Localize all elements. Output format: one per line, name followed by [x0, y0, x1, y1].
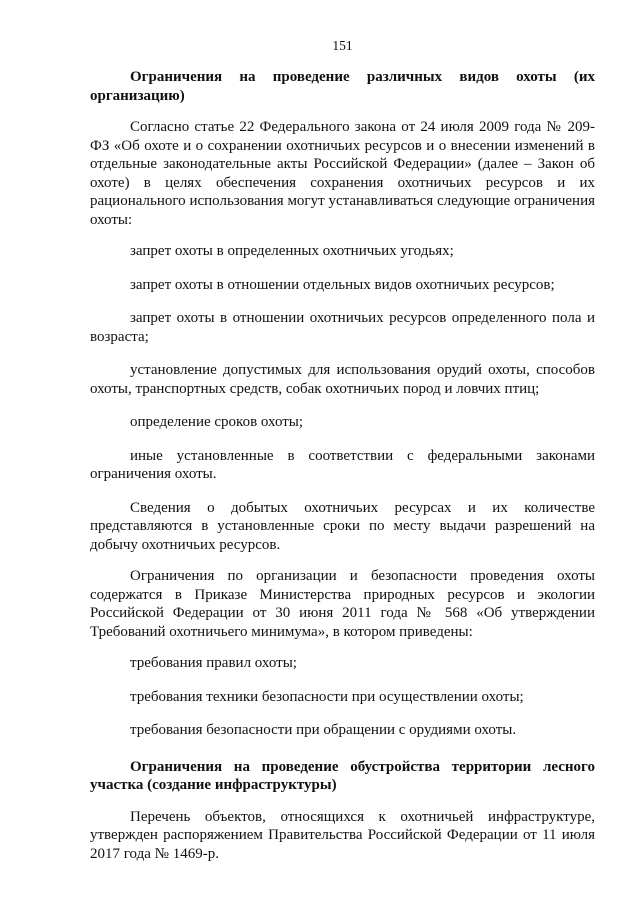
restriction-item-6: иные установленные в соответствии с федеральными законами ограничения охоты. [90, 447, 595, 482]
requirement-item-3: требования безопасности при обращении с орудиями охоты. [130, 722, 517, 738]
paragraph-infrastructure-list: Перечень объектов, относящихся к охотничьей инфраструктуре, утвержден распоряжением Правительства Российской Федерации от 11 июля 2017 года № 1469-р. [90, 808, 595, 862]
page-content [90, 68, 595, 876]
paragraph-ministry-order: Ограничения по организации и безопасности проведения охоты содержатся в Приказе Министерства природных ресурсов и экологии Российской Федерации от 30 июня 2011 года № 568 «Об утверждении Требований охотничьего минимума», в котором приведены: [90, 568, 595, 640]
paragraph-law-article-22: Согласно статье 22 Федерального закона от 24 июля 2009 года № 209-ФЗ «Об охоте и о сохранении охотничьих ресурсов и о внесении изменений в отдельные законодательные акты Российской Федерации» (далее – Закон об охоте) в целях обеспечения сохранения охотничьих ресурсов и их рационального использования могут устанавливаться следующие ограничения охоты: [90, 119, 595, 228]
restriction-item-3: запрет охоты в отношении охотничьих ресурсов определенного пола и возраста; [90, 310, 595, 345]
section-heading-infrastructure: Ограничения на проведение обустройства территории лесного участка (создание инфраструктуры) [90, 758, 595, 793]
requirement-item-1: требования правил охоты; [130, 655, 297, 671]
restriction-item-5: определение сроков охоты; [130, 414, 304, 430]
page-number: 151 [332, 38, 353, 53]
restriction-item-1: запрет охоты в определенных охотничьих угодьях; [130, 243, 454, 259]
requirement-item-2: требования техники безопасности при осуществлении охоты; [130, 688, 524, 705]
section-heading-hunting-restrictions: Ограничения на проведение различных видов охоты (их организацию) [90, 69, 595, 104]
restriction-item-2: запрет охоты в отношении отдельных видов охотничьих ресурсов; [130, 276, 555, 293]
restriction-item-4: установление допустимых для использования орудий охоты, способов охоты, транспортных средств, собак охотничьих пород и ловчих птиц; [90, 362, 595, 397]
paragraph-harvest-info: Сведения о добытых охотничьих ресурсах и их количестве представляются в установленные сроки по месту выдачи разрешений на добычу охотничьих ресурсов. [90, 499, 595, 553]
